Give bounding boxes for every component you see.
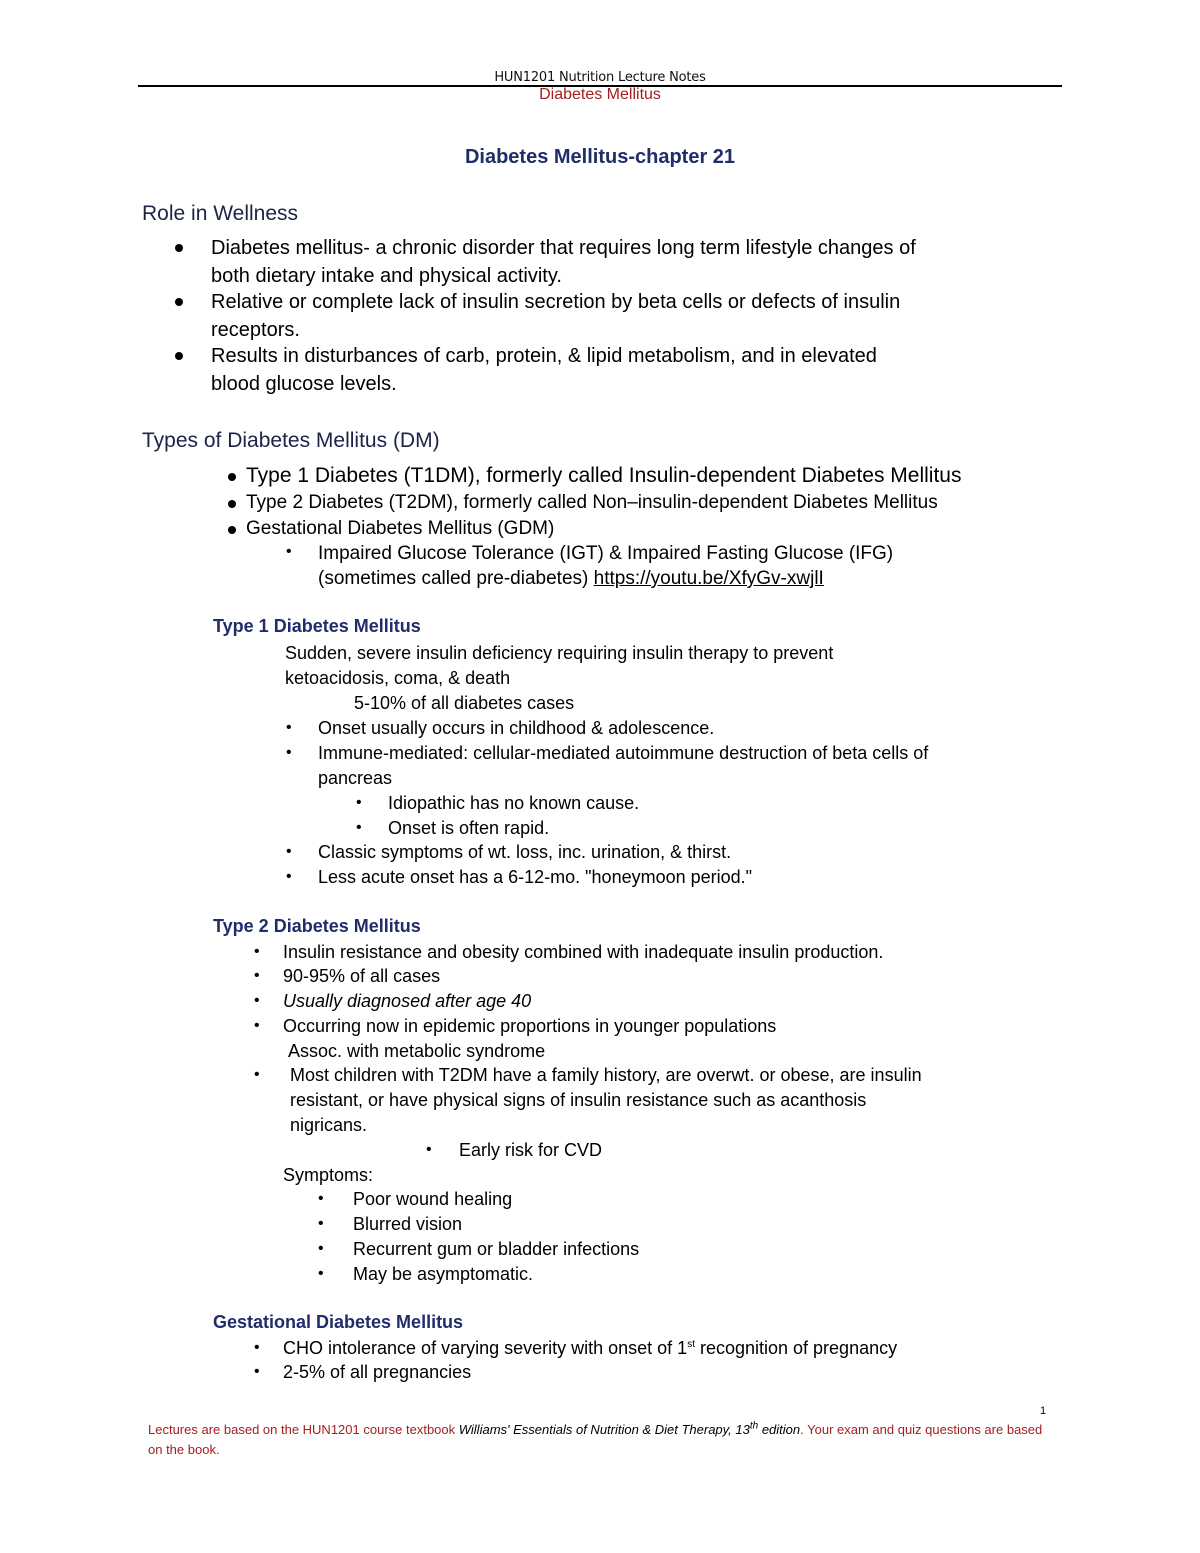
type2-cvd: Early risk for CVD (459, 1140, 603, 1160)
small-bullet-icon: • (254, 1363, 260, 1380)
type1-classic: Classic symptoms of wt. loss, inc. urination, & thirst. (318, 842, 732, 862)
symptom-item: Poor wound healing (353, 1189, 513, 1209)
small-bullet-icon: • (254, 967, 260, 984)
small-bullet-icon: • (254, 943, 260, 960)
small-bullet-icon: • (318, 1265, 324, 1282)
footer-book-edition: edition (758, 1422, 801, 1437)
footer-note (148, 1420, 1048, 1460)
role-item-2-line1: Relative or complete lack of insulin secretion by beta cells or defects of insulin (211, 291, 901, 313)
symptom-item: May be asymptomatic. (353, 1264, 534, 1284)
small-bullet-icon: • (318, 1190, 324, 1207)
bullet-dot-icon (175, 244, 183, 252)
type2-item-2: 90-95% of all cases (283, 966, 441, 986)
type1-percent: 5-10% of all diabetes cases (354, 693, 575, 713)
small-bullet-icon: • (318, 1240, 324, 1257)
small-bullet-icon: • (286, 868, 292, 885)
small-bullet-icon: • (254, 1339, 260, 1356)
types-sub-line1: Impaired Glucose Tolerance (IGT) & Impaired Fasting Glucose (IFG) (318, 543, 894, 564)
gdm-heading: Gestational Diabetes Mellitus (213, 1312, 464, 1332)
small-bullet-icon: • (286, 744, 292, 761)
bullet-dot-icon (228, 500, 236, 508)
type2-item-5-line3: nigricans. (290, 1115, 368, 1135)
small-bullet-icon: • (254, 992, 260, 1009)
type1-idiopathic: Idiopathic has no known cause. (388, 793, 640, 813)
role-item-3-line2: blood glucose levels. (211, 373, 397, 395)
type2-item-1: Insulin resistance and obesity combined with inadequate insulin production. (283, 942, 884, 962)
footer-text: Lectures are based on the HUN1201 course textbook (148, 1422, 459, 1437)
role-item-3-line1: Results in disturbances of carb, protein, & lipid metabolism, and in elevated (211, 345, 877, 367)
type1-immune-line1: Immune-mediated: cellular-mediated autoimmune destruction of beta cells of (318, 743, 929, 763)
type2-symptoms-label: Symptoms: (283, 1165, 374, 1185)
type1-immune-line2: pancreas (318, 768, 393, 788)
gdm-item-1-text: CHO intolerance of varying severity with onset of 1 (283, 1338, 688, 1358)
footer-book-text: Williams' Essentials of Nutrition & Diet Therapy, 13 (458, 1422, 750, 1437)
header-topic: Diabetes Mellitus (539, 86, 661, 103)
bullet-dot-icon (175, 298, 183, 306)
small-bullet-icon: • (426, 1141, 432, 1158)
small-bullet-icon: • (286, 719, 292, 736)
type2-heading: Type 2 Diabetes Mellitus (213, 916, 421, 936)
symptom-item: Recurrent gum or bladder infections (353, 1239, 640, 1259)
header-course-title: HUN1201 Nutrition Lecture Notes (494, 70, 706, 85)
footer-text-end: . Your exam and quiz questions are based on the book. (148, 1422, 1043, 1457)
gdm-item-1-text-end: recognition of pregnancy (694, 1338, 898, 1358)
bullet-dot-icon (228, 473, 236, 481)
symptom-item: Blurred vision (353, 1214, 463, 1234)
gdm-item-1 (283, 1336, 897, 1361)
footer-book-sup: th (749, 1420, 759, 1432)
types-item-3: Gestational Diabetes Mellitus (GDM) (246, 518, 555, 539)
small-bullet-icon: • (286, 543, 292, 560)
youtube-link[interactable]: https://youtu.be/XfyGv-xwjlI (593, 568, 824, 589)
type1-intro-line1: Sudden, severe insulin deficiency requiring insulin therapy to prevent (285, 643, 834, 663)
type1-rapid: Onset is often rapid. (388, 818, 550, 838)
bullet-dot-icon (175, 352, 183, 360)
type2-item-5-line1: Most children with T2DM have a family history, are overwt. or obese, are insulin (290, 1065, 922, 1085)
page-title: Diabetes Mellitus-chapter 21 (464, 146, 736, 168)
role-item-1-line2: both dietary intake and physical activity. (211, 265, 562, 287)
role-item-1-line1: Diabetes mellitus- a chronic disorder that requires long term lifestyle changes of (211, 237, 916, 259)
type1-heading: Type 1 Diabetes Mellitus (213, 616, 421, 636)
type1-intro-line2: ketoacidosis, coma, & death (285, 668, 511, 688)
type2-item-5-line2: resistant, or have physical signs of insulin resistance such as acanthosis (290, 1090, 867, 1110)
small-bullet-icon: • (254, 1017, 260, 1034)
page-number: 1 (1040, 1405, 1047, 1417)
footer-book-title (459, 1422, 800, 1437)
section-heading-types: Types of Diabetes Mellitus (DM) (142, 429, 440, 452)
bullet-dot-icon (228, 526, 236, 534)
types-item-2: Type 2 Diabetes (T2DM), formerly called Non–insulin-dependent Diabetes Mellitus (246, 492, 938, 513)
small-bullet-icon: • (254, 1066, 260, 1083)
types-sub-text: (sometimes called pre-diabetes) (318, 568, 594, 589)
type1-onset: Onset usually occurs in childhood & adolescence. (318, 718, 715, 738)
type2-item-3: Usually diagnosed after age 40 (283, 991, 532, 1011)
small-bullet-icon: • (356, 819, 362, 836)
small-bullet-icon: • (318, 1215, 324, 1232)
gdm-item-1-sup: st (687, 1339, 695, 1350)
gdm-item-2: 2-5% of all pregnancies (283, 1362, 472, 1382)
type1-honeymoon: Less acute onset has a 6-12-mo. "honeymoon period." (318, 867, 753, 887)
small-bullet-icon: • (286, 843, 292, 860)
type2-assoc: Assoc. with metabolic syndrome (288, 1041, 546, 1061)
types-sub-line2 (318, 565, 824, 593)
small-bullet-icon: • (356, 794, 362, 811)
types-item-1: Type 1 Diabetes (T1DM), formerly called Insulin-dependent Diabetes Mellitus (246, 464, 962, 487)
role-item-2-line2: receptors. (211, 319, 300, 341)
type2-item-4: Occurring now in epidemic proportions in younger populations (283, 1016, 777, 1036)
section-heading-role: Role in Wellness (142, 202, 299, 225)
